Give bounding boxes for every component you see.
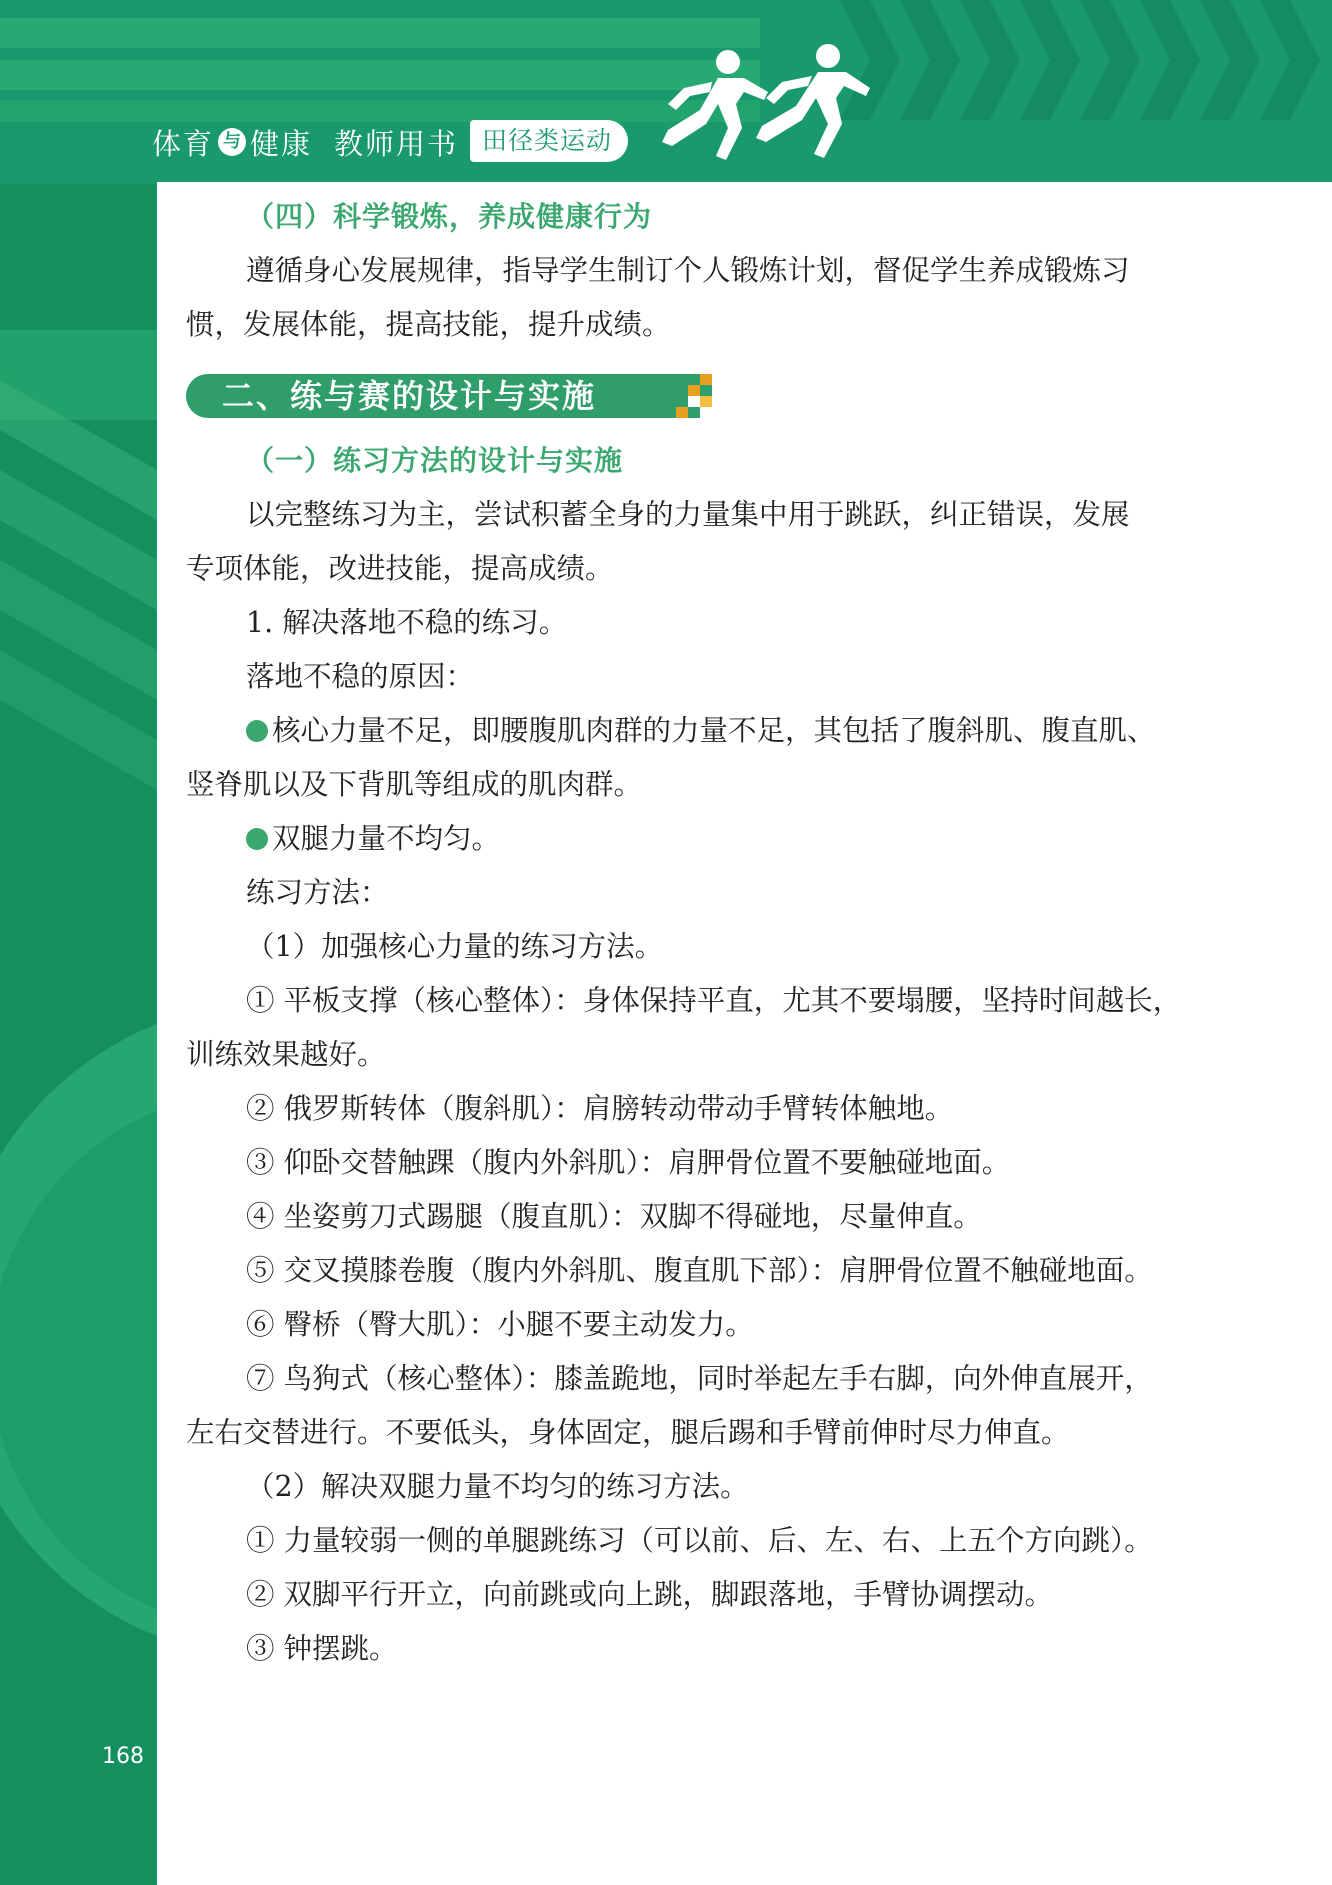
title-part-3: 教师用书 xyxy=(334,126,459,161)
exercise-6: ⑥ 臀桥（臀大肌）：小腿不要主动发力。 xyxy=(246,1308,754,1341)
left-decorative-band xyxy=(0,0,157,1885)
paragraph-2-line-1: 以完整练习为主，尝试积蓄全身的力量集中用于跳跃，纠正错误，发展 xyxy=(246,498,1130,531)
sub-item-1: （1）加强核心力量的练习方法。 xyxy=(246,930,664,963)
left-band-pattern xyxy=(0,0,157,1885)
title-part-1: 体育 xyxy=(152,126,215,161)
paragraph-1-line-2: 惯，发展体能，提高技能，提升成绩。 xyxy=(186,308,671,341)
book-title xyxy=(152,120,458,164)
exercise-f1: ① 力量较弱一侧的单腿跳练习（可以前、后、左、右、上五个方向跳）。 xyxy=(246,1524,1153,1557)
exercise-7-line-2: 左右交替进行。不要低头，身体固定，腿后踢和手臂前伸时尽力伸直。 xyxy=(186,1416,1070,1449)
title-yu-badge: 与 xyxy=(218,128,246,156)
heading-1: （一）练习方法的设计与实施 xyxy=(246,444,624,477)
chapter-badge: 田径类运动 xyxy=(470,120,628,162)
method-label: 练习方法： xyxy=(246,876,389,909)
title-part-2: 健康 xyxy=(250,126,313,161)
paragraph-2-line-2: 专项体能，改进技能，提高成绩。 xyxy=(186,552,614,585)
green-dot-bullet-icon xyxy=(246,720,268,742)
exercise-1-line-1: ① 平板支撑（核心整体）：身体保持平直，尤其不要塌腰，坚持时间越长， xyxy=(246,984,1182,1017)
exercise-4: ④ 坐姿剪刀式踢腿（腹直肌）：双脚不得碰地，尽量伸直。 xyxy=(246,1200,982,1233)
paragraph-1-line-1: 遵循身心发展规律，指导学生制订个人锻炼计划，督促学生养成锻炼习 xyxy=(246,254,1130,287)
exercise-f2: ② 双脚平行开立，向前跳或向上跳，脚跟落地，手臂协调摆动。 xyxy=(246,1578,1054,1611)
bullet-2: 双腿力量不均匀。 xyxy=(186,812,1186,866)
exercise-2: ② 俄罗斯转体（腹斜肌）：肩膀转动带动手臂转体触地。 xyxy=(246,1092,954,1125)
section-2-title: 二、练与赛的设计与实施 xyxy=(222,377,597,415)
bullet-1-line-2: 竖脊肌以及下背肌等组成的肌肉群。 xyxy=(186,768,643,801)
exercise-3: ③ 仰卧交替触踝（腹内外斜肌）：肩胛骨位置不要触碰地面。 xyxy=(246,1146,1011,1179)
pixel-squares-icon xyxy=(676,374,712,418)
exercise-5: ⑤ 交叉摸膝卷腹（腹内外斜肌、腹直肌下部）：肩胛骨位置不触碰地面。 xyxy=(246,1254,1153,1287)
reason-label: 落地不稳的原因： xyxy=(246,660,475,693)
main-content xyxy=(186,190,1186,1676)
exercise-7-line-1: ⑦ 鸟狗式（核心整体）：膝盖跪地，同时举起左手右脚，向外伸直展开， xyxy=(246,1362,1153,1395)
page-number: 168 xyxy=(102,1744,144,1769)
heading-4: （四）科学锻炼，养成健康行为 xyxy=(246,200,653,233)
sub-item-2: （2）解决双腿力量不均匀的练习方法。 xyxy=(246,1470,749,1503)
exercise-1-line-2: 训练效果越好。 xyxy=(186,1038,386,1071)
page-header xyxy=(0,0,1332,184)
green-dot-bullet-icon xyxy=(246,828,268,850)
item-1: 1. 解决落地不稳的练习。 xyxy=(246,606,568,639)
section-2-banner xyxy=(186,374,1186,422)
exercise-f3: ③ 钟摆跳。 xyxy=(246,1632,398,1665)
bullet-1-line-1: 核心力量不足，即腰腹肌肉群的力量不足，其包括了腹斜肌、腹直肌、 xyxy=(186,704,1186,758)
